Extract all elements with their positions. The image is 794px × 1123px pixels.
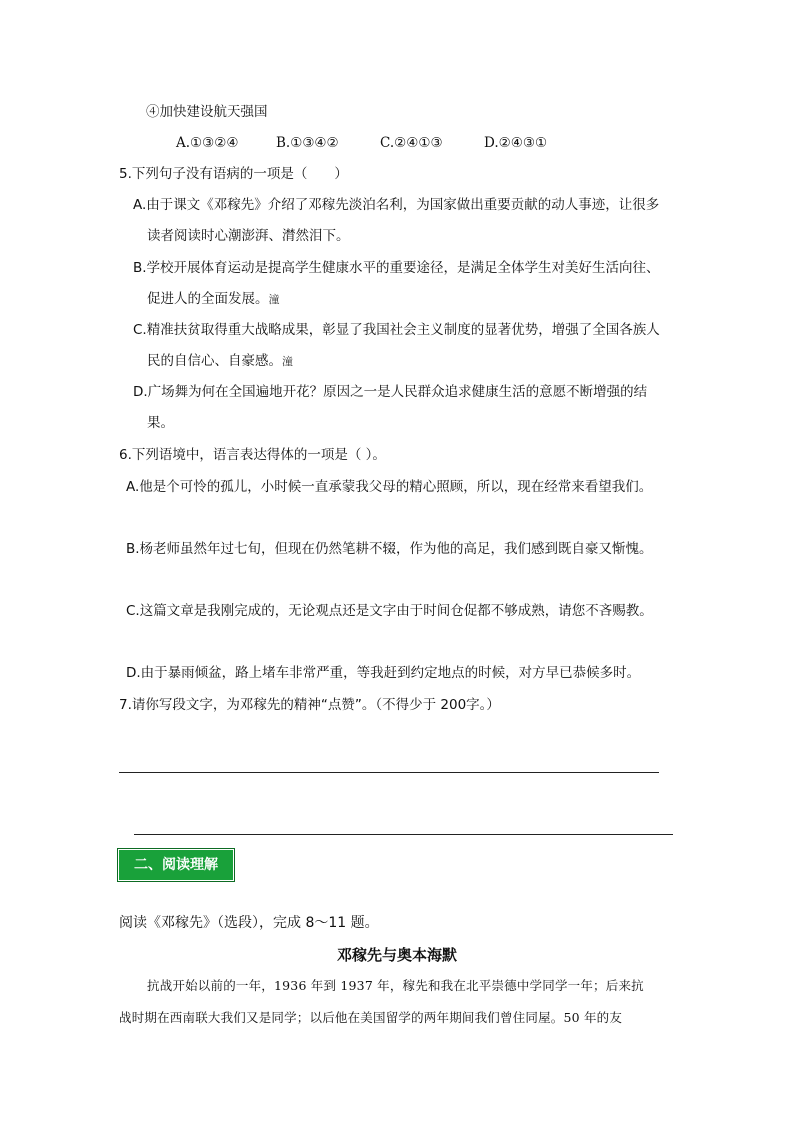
q5-option-b-line1: B.学校开展体育运动是提高学生健康水平的重要途径，是满足全体学生对美好生活向往、 <box>133 260 660 276</box>
passage-title: 邓稼先与奥本海默 <box>336 946 457 964</box>
q6-option-c: C.这篇文章是我刚完成的，无论观点还是文字由于时间仓促都不够成熟，请您不吝赐教。 <box>126 603 653 619</box>
q5-option-c-line2: 民的自信心、自豪感。潼 <box>147 353 293 369</box>
q6-stem: 6.下列语境中，语言表达得体的一项是（ ）。 <box>119 447 386 463</box>
q5-option-d-line1: D.广场舞为何在全国遍地开花？原因之一是人民群众追求健康生活的意愿不断增强的结 <box>133 384 648 400</box>
q5-option-b-line2: 促进人的全面发展。潼 <box>147 291 280 307</box>
passage-line-1: 抗战开始以前的一年，1936 年到 1937 年，稼先和我在北平崇德中学同学一年；后来抗 <box>147 978 644 993</box>
q4-option-b: B.①③④② <box>276 135 339 151</box>
section-header-label: 二、阅读理解 <box>134 857 218 873</box>
passage-line-2: 战时期在西南联大我们又是同学；以后他在美国留学的两年期间我们曾住同屋。50 年的友 <box>119 1010 623 1025</box>
q5-stem: 5.下列句子没有语病的一项是（ ） <box>119 166 348 182</box>
answer-line-1[interactable] <box>119 772 659 773</box>
reading-intro: 阅读《邓稼先》（选段），完成 8～11 题。 <box>119 915 379 931</box>
q4-option-c: C.②④①③ <box>380 135 443 151</box>
q4-option-d: D.②④③① <box>484 135 548 151</box>
section-header-reading <box>117 848 235 882</box>
q4-item-4: ④加快建设航天强国 <box>146 104 268 120</box>
q4-options <box>176 133 547 153</box>
q6-option-a: A.他是个可怜的孤儿，小时候一直承蒙我父母的精心照顾，所以，现在经常来看望我们。 <box>126 479 653 495</box>
q7-stem: 7.请你写段文字，为邓稼先的精神“点赞”。（不得少于 200字。） <box>119 697 500 713</box>
answer-line-2[interactable] <box>134 834 673 835</box>
q5-option-a-line2: 读者阅读时心潮澎湃、潸然泪下。 <box>147 228 350 244</box>
q5-option-c-line1: C.精准扶贫取得重大战略成果，彰显了我国社会主义制度的显著优势，增强了全国各族人 <box>133 322 660 338</box>
q5-option-a-line1: A.由于课文《邓稼先》介绍了邓稼先淡泊名利，为国家做出重要贡献的动人事迹，让很多 <box>133 197 660 213</box>
q5-watermark-mark: 潼 <box>282 355 293 368</box>
q5-option-d-line2: 果。 <box>147 415 174 431</box>
q6-option-b: B.杨老师虽然年过七旬，但现在仍然笔耕不辍，作为他的高足，我们感到既自豪又惭愧。 <box>126 541 653 557</box>
q6-option-d: D.由于暴雨倾盆，路上堵车非常严重，等我赶到约定地点的时候，对方早已恭候多时。 <box>126 665 641 681</box>
q4-option-a: A.①③②④ <box>176 135 239 151</box>
